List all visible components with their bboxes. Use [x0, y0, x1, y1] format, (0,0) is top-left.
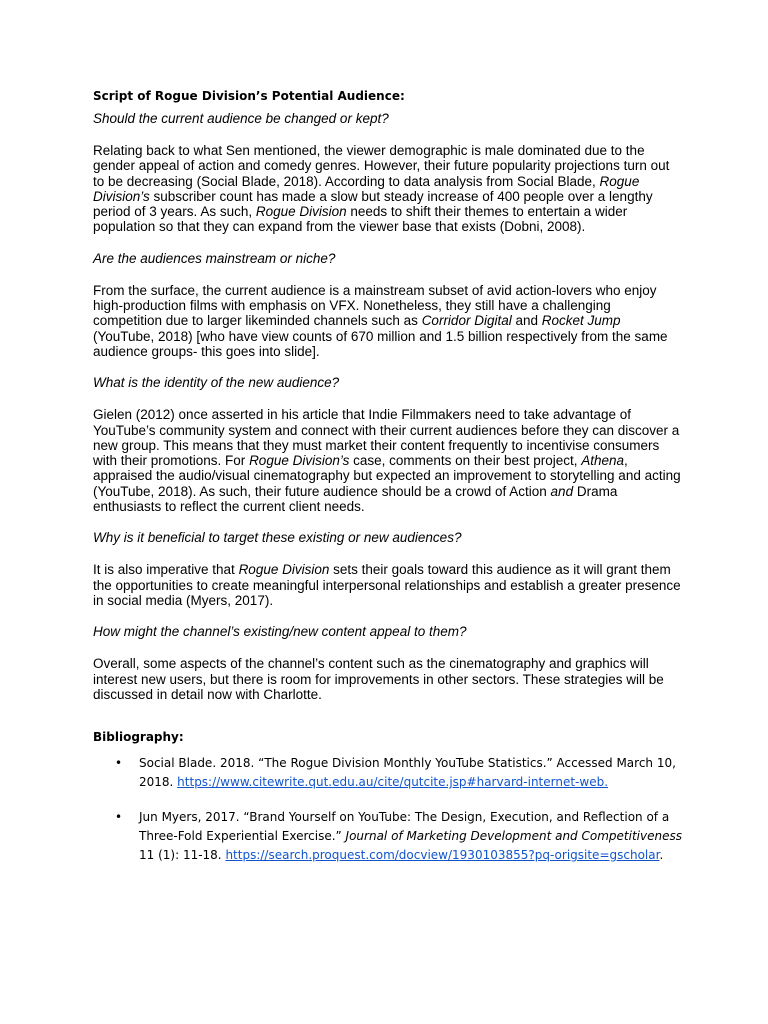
paragraph-text: Relating back to what Sen mentioned, the viewer demographic is male dominated due to the gender appeal of action and comedy genres. However, their future popularity projections turn out to be decreasing (Social Blade, 2018). According to data analysis from Social Blade, [93, 143, 670, 189]
section-paragraph [93, 562, 683, 608]
paragraph-text: (YouTube, 2018) [who have view counts of 670 million and 1.5 billion respectively from the same audience groups- this goes into slide]. [93, 328, 668, 359]
paragraph-italic: and [550, 483, 574, 499]
bibliography-list [93, 754, 683, 865]
paragraph-text: case, comments on their best project, [349, 453, 582, 469]
reference-link[interactable]: https://www.citewrite.qut.edu.au/cite/qutcite.jsp#harvard-internet-web. [177, 775, 609, 790]
paragraph-text: From the surface, the current audience is a mainstream subset of avid action-lovers who enjoy high-production films with emphasis on VFX. Nonetheless, they still have a challenging competition due to larger likeminded channels such as [93, 282, 657, 329]
paragraph-text: Overall, some aspects of the channel’s content such as the cinematography and graphics will interest new users, but there is room for improvements in other sectors. These strategies will be discussed in detail now with Charlotte. [93, 656, 664, 702]
paragraph-italic: Rogue Division [255, 204, 347, 220]
paragraph-text: , appraised the audio/visual cinematography but expected an improvement to storytelling and acting (YouTube, 2018). As such, their future audience should be a crowd of Action [93, 453, 681, 499]
bibliography-title: Bibliography: [93, 730, 184, 745]
paragraph-text: subscriber count has made a slow but steady increase of 400 people over a lengthy period of 3 years. As such, [93, 188, 653, 220]
paragraph-italic: Athena [581, 453, 625, 469]
bibliography-item [93, 808, 683, 865]
reference-text: 11 (1): 11-18. [139, 848, 226, 863]
section-question: Are the audiences mainstream or niche? [93, 250, 336, 266]
section-paragraph [93, 143, 683, 235]
paragraph-text: It is also imperative that [93, 562, 239, 578]
section-paragraph [93, 656, 683, 702]
document-title: Script of Rogue Division’s Potential Audience: [93, 89, 405, 103]
bibliography-item [93, 754, 683, 792]
paragraph-text: and [511, 313, 542, 329]
paragraph-italic: Rogue Division’s [249, 453, 350, 469]
paragraph-italic: Rogue Division’s [93, 173, 640, 204]
section-question: What is the identity of the new audience? [93, 375, 340, 391]
section-question: How might the channel’s existing/new content appeal to them? [93, 624, 467, 640]
reference-text: Social Blade. 2018. “The Rogue Division Monthly YouTube Statistics.” Accessed March 10, 2018. [139, 756, 676, 790]
reference-journal: Journal of Marketing Development and Competitiveness [345, 829, 682, 844]
paragraph-text: Drama enthusiasts to reflect the current client needs. [93, 483, 618, 515]
paragraph-text: sets their goals toward this audience as it will grant them the opportunities to create meaningful interpersonal relationships and establish a greater presence in social media (Myers, 2017). [93, 562, 681, 608]
bullet-icon: • [115, 810, 123, 825]
document-body [93, 87, 683, 881]
section-question: Why is it beneficial to target these existing or new audiences? [93, 530, 462, 546]
paragraph-text: needs to shift their themes to entertain a wider population so that they can expand from the viewer base that exists (Dobni, 2008). [93, 204, 628, 235]
reference-text: Jun Myers, 2017. “Brand Yourself on YouTube: The Design, Execution, and Reflection of a Three-Fold Experiential Exercise.” [139, 810, 670, 844]
paragraph-italic: Rogue Division [238, 562, 330, 578]
reference-link[interactable]: https://search.proquest.com/docview/1930103855?pq-origsite=gscholar [225, 848, 660, 863]
paragraph-italic: Corridor Digital [421, 313, 512, 329]
bullet-icon: • [115, 756, 123, 771]
paragraph-italic: Rocket Jump [541, 313, 621, 329]
reference-end: . [659, 848, 664, 863]
section-paragraph [93, 283, 683, 359]
section-question: Should the current audience be changed or kept? [93, 111, 389, 126]
section-paragraph [93, 407, 683, 514]
paragraph-text: Gielen (2012) once asserted in his article that Indie Filmmakers need to take advantage of YouTube’s community system and connect with their current audiences before they can discover a new group. This means that they must market their content frequently to incentivise consumers with their promotions. For [93, 407, 680, 469]
